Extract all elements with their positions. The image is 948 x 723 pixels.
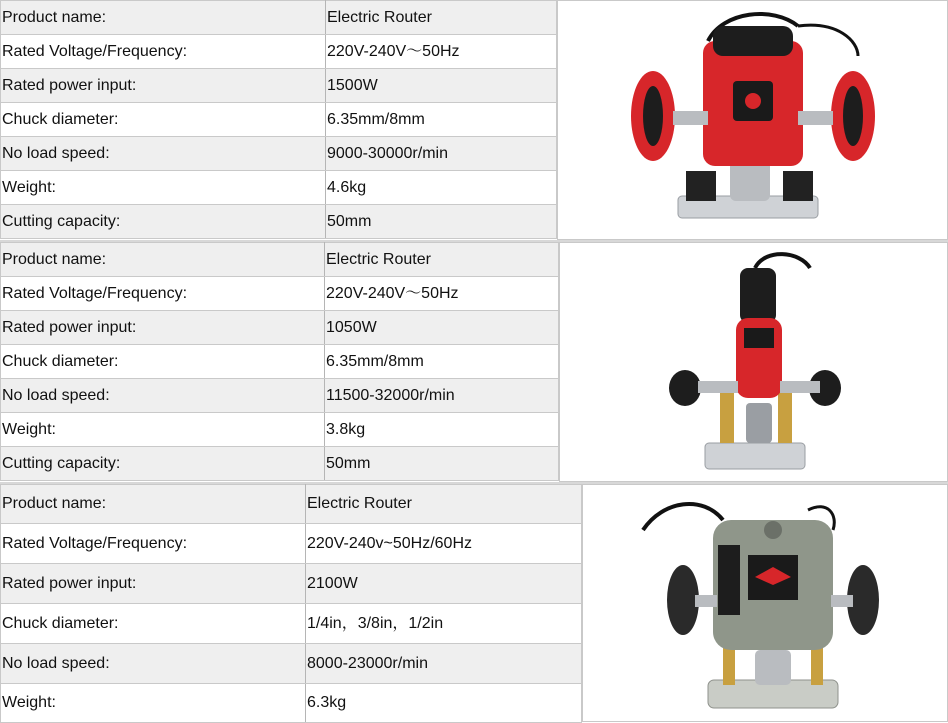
spec-value: 1050W [325, 311, 559, 345]
table-row [1, 243, 559, 277]
table-row [1, 35, 557, 69]
table-row [1, 564, 582, 604]
product-image-2 [559, 242, 948, 482]
product-spec-block-3 [0, 484, 948, 722]
table-row [1, 604, 582, 644]
spec-label: Product name: [1, 243, 325, 277]
spec-label: Cutting capacity: [1, 205, 326, 239]
spec-label: Weight: [1, 684, 306, 723]
spec-label: Rated Voltage/Frequency: [1, 524, 306, 564]
product-image-1 [557, 0, 948, 240]
spec-label: No load speed: [1, 644, 306, 684]
spec-value: Electric Router [306, 485, 582, 524]
spec-value: 220V-240V～50Hz [325, 277, 559, 311]
table-row [1, 277, 559, 311]
table-row [1, 684, 582, 723]
spec-value: Electric Router [325, 243, 559, 277]
spec-value: 50mm [326, 205, 557, 239]
product-image-3 [582, 484, 948, 722]
spec-value: 9000-30000r/min [326, 137, 557, 171]
table-row [1, 205, 557, 239]
table-row [1, 485, 582, 524]
spec-table-1 [0, 0, 557, 239]
spec-label: Rated power input: [1, 311, 325, 345]
table-row [1, 644, 582, 684]
spec-value: 220V-240V～50Hz [326, 35, 557, 69]
spec-value: 4.6kg [326, 171, 557, 205]
table-row [1, 524, 582, 564]
table-row [1, 103, 557, 137]
spec-label: Product name: [1, 485, 306, 524]
spec-table-2 [0, 242, 559, 481]
spec-label: Rated power input: [1, 69, 326, 103]
table-row [1, 379, 559, 413]
spec-value: 220V-240v~50Hz/60Hz [306, 524, 582, 564]
table-row [1, 447, 559, 481]
spec-value: Electric Router [326, 1, 557, 35]
spec-value: 6.35mm/8mm [325, 345, 559, 379]
spec-label: No load speed: [1, 137, 326, 171]
spec-value: 8000-23000r/min [306, 644, 582, 684]
spec-label: Chuck diameter: [1, 103, 326, 137]
spec-label: Chuck diameter: [1, 345, 325, 379]
spec-value: 3.8kg [325, 413, 559, 447]
spec-label: Rated power input: [1, 564, 306, 604]
red-electric-router-icon [558, 1, 947, 239]
spec-value: 1500W [326, 69, 557, 103]
table-row [1, 69, 557, 103]
spec-value: 6.3kg [306, 684, 582, 723]
table-row [1, 137, 557, 171]
spec-label: Cutting capacity: [1, 447, 325, 481]
table-row [1, 171, 557, 205]
spec-label: Weight: [1, 413, 325, 447]
spec-label: Chuck diameter: [1, 604, 306, 644]
spec-value: 1/4in，3/8in，1/2in [306, 604, 582, 644]
spec-value: 11500-32000r/min [325, 379, 559, 413]
spec-value: 50mm [325, 447, 559, 481]
gray-electric-router-icon [583, 485, 947, 721]
spec-value: 2100W [306, 564, 582, 604]
spec-label: Weight: [1, 171, 326, 205]
spec-value: 6.35mm/8mm [326, 103, 557, 137]
spec-label: Rated Voltage/Frequency: [1, 35, 326, 69]
table-row [1, 413, 559, 447]
compact-red-router-icon [560, 243, 947, 481]
spec-table-3 [0, 484, 582, 723]
spec-label: No load speed: [1, 379, 325, 413]
table-row [1, 345, 559, 379]
product-spec-block-2 [0, 242, 948, 482]
table-row [1, 311, 559, 345]
spec-label: Rated Voltage/Frequency: [1, 277, 325, 311]
product-spec-block-1 [0, 0, 948, 240]
spec-label: Product name: [1, 1, 326, 35]
table-row [1, 1, 557, 35]
